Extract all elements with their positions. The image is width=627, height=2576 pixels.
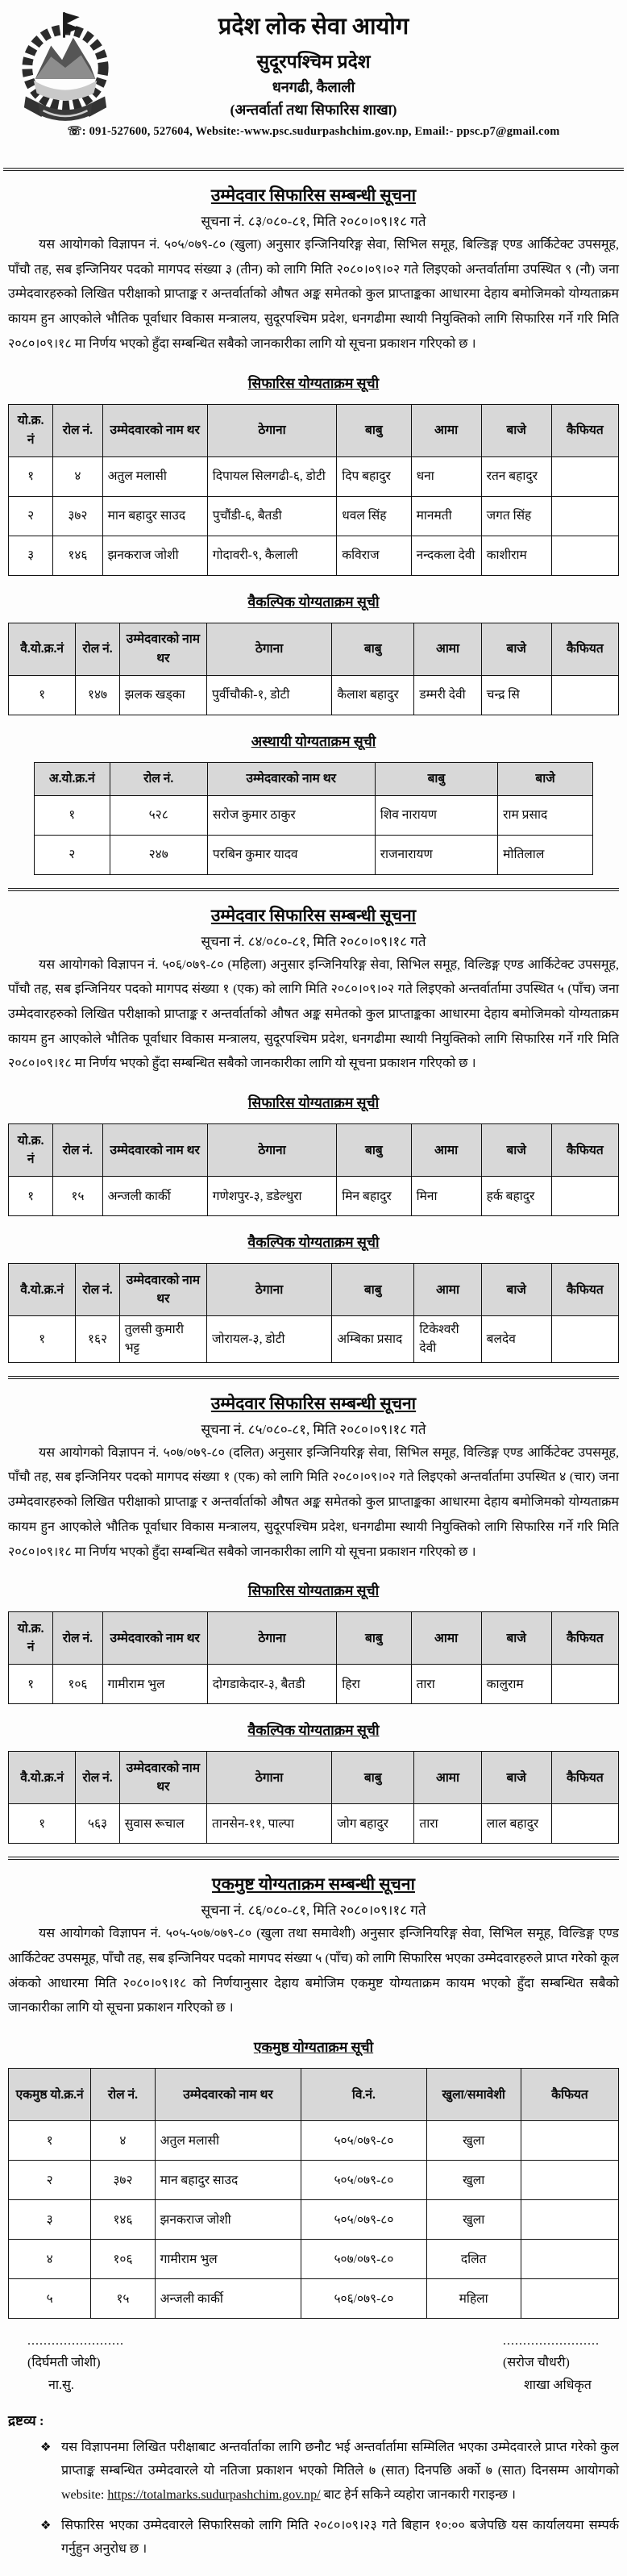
table-heading: सिफारिस योग्यताक्रम सूची: [247, 1582, 380, 1599]
table-cell: कैलाश बहादुर: [332, 675, 414, 715]
table-cell: [521, 2121, 618, 2161]
note-text: सिफारिस भएका उम्मेदवारले सिफारिसको लागि मिति २०८०।०९।२३ गते बिहान १०:०० बजेपछि यस कार्यालयमा सम्पर्क गर्नुहुन अनुरोध छ ।: [61, 2518, 619, 2557]
header-row: [35, 762, 593, 795]
column-header: वै.यो.क्र.नं: [9, 1752, 76, 1804]
table-cell: तानसेन-११, पाल्पा: [207, 1804, 332, 1844]
table-row: [9, 1804, 619, 1844]
table-cell: परबिन कुमार यादव: [207, 835, 375, 874]
notice-title: उम्मेदवार सिफारिस सम्बन्धी सूचना: [210, 185, 417, 205]
notice-title: उम्मेदवार सिफारिस सम्बन्धी सूचना: [210, 905, 417, 925]
table-cell: कविराज: [337, 536, 411, 575]
table-heading: एकमुष्ठ योग्यताक्रम सूची: [253, 2039, 374, 2056]
column-header: रोल नं.: [76, 1752, 120, 1804]
section-divider: [8, 1376, 619, 1379]
table-cell: ३: [9, 2200, 91, 2240]
signature-left: [27, 2330, 124, 2396]
table-cell: [551, 1177, 618, 1216]
column-header: वि.नं.: [301, 2069, 426, 2121]
signature-right: [503, 2330, 600, 2396]
table-cell: २४७: [110, 835, 207, 874]
table-cell: २: [35, 835, 110, 874]
notice-body: यस आयोगको विज्ञापन नं. ५०६/०७९-८० (महिला) अनुसार इन्जिनियरिङ्ग सेवा, सिभिल समूह, विल्डिङ्ग एण्ड आर्किटेक्ट उपसमूह, पाँचौ तह, सब इन्जिनियर पदको मागपद संख्या १ (एक) को लागि मिति २०८०।०९।०२ गते लिइएको अन्तर्वार्तामा उपस्थित ५ (पाँच) जना उम्मेदवारहरुको लिखित परीक्षाको प्राप्ताङ्क र अन्तर्वार्ताको औषत अङ्क समेतको कुल प्राप्ताङ्कका आधारमा देहाय बमोजिमको योग्यताक्रम कायम हुन आएकोले भौतिक पूर्वाधार विकास मन्त्रालय, सुदूरपश्चिम प्रदेश, धनगढीमा स्थायी नियुक्तिको लागि सिफारिस गर्ने गरि मिति २०८०।०९।१८ मा निर्णय भएको हुँदा सम्बन्धित सबैको जानकारीका लागि यो सूचना प्रकाशन गरिएको छ ।: [8, 957, 619, 1071]
table-row: [9, 2161, 619, 2200]
table-cell: तारा: [414, 1804, 481, 1844]
table-cell: झनकराज जोशी: [102, 536, 207, 575]
table-cell: २: [9, 2161, 91, 2200]
note-text-pre: यस विज्ञापनमा लिखित परीक्षाबाट अन्तर्वार्ताका लागि छनौट भई अन्तर्वार्तामा सम्मिलित भएका उम्मेदवारले प्राप्त गरेको कुल प्राप्ताङ्क सम्बन्धित उम्मेदवारले यो नतिजा प्रकाशन भएको मितिले ७ (सात) दिनपछि अर्को ७ (सात) दिनसम्म आयोगको website:: [61, 2440, 619, 2502]
table-cell: १६२: [76, 1316, 120, 1363]
column-header: बाबु: [332, 1264, 414, 1316]
table-cell: राजनारायण: [375, 835, 497, 874]
province-name: सुदूरपश्चिम प्रदेश: [256, 52, 371, 73]
column-header: रोल नं.: [76, 623, 120, 675]
table-cell: १५: [91, 2279, 155, 2319]
column-header: उम्मेदवारको नाम थर: [119, 1264, 206, 1316]
table-cell: तुलसी कुमारी भट्ट: [119, 1316, 206, 1363]
diamond-bullet-icon: ❖: [40, 2519, 52, 2532]
table-cell: १: [9, 1177, 53, 1216]
signatory-post: शाखा अधिकृत: [524, 2378, 592, 2392]
header-row: [9, 1264, 619, 1316]
combined-merit-table: [8, 2068, 619, 2319]
table-row: [9, 1316, 619, 1363]
table-cell: बलदेव: [481, 1316, 551, 1363]
header-divider: [3, 168, 624, 171]
table-cell: राम प्रसाद: [498, 795, 593, 835]
table-cell: रतन बहादुर: [481, 456, 551, 496]
column-header: कैफियत: [521, 2069, 618, 2121]
column-header: उम्मेदवारको नाम थर: [207, 762, 375, 795]
table-cell: जोग बहादुर: [332, 1804, 414, 1844]
table-heading: वैकल्पिक योग्यताक्रम सूची: [247, 593, 380, 610]
table-cell: [551, 456, 618, 496]
table-cell: सरोज कुमार ठाकुर: [207, 795, 375, 835]
column-header: ठेगाना: [207, 1124, 336, 1177]
alternate-merit-table: [8, 623, 619, 715]
table-row: [9, 2200, 619, 2240]
signature-dotted-line: ........................: [503, 2334, 600, 2349]
column-header: एकमुष्ठ यो.क्र.नं: [9, 2069, 91, 2121]
table-cell: दलित: [426, 2240, 521, 2279]
table-cell: [551, 1316, 618, 1363]
table-cell: हिरा: [337, 1665, 411, 1704]
column-header: ठेगाना: [207, 1752, 332, 1804]
table-cell: टिकेश्वरी देवी: [414, 1316, 481, 1363]
table-cell: ५: [9, 2279, 91, 2319]
table-cell: १: [9, 456, 53, 496]
table-cell: खुला: [426, 2161, 521, 2200]
column-header: ठेगाना: [207, 1612, 336, 1665]
table-cell: २: [9, 496, 53, 536]
table-cell: [551, 675, 618, 715]
temporary-merit-table: [34, 762, 593, 875]
diamond-bullet-icon: ❖: [40, 2441, 52, 2454]
column-header: आमा: [411, 1612, 481, 1665]
signature-dotted-line: ........................: [27, 2334, 124, 2349]
table-cell: ५०५/०७९-८०: [301, 2161, 426, 2200]
table-cell: ३७२: [53, 496, 102, 536]
phone-icon: ☏: [67, 125, 82, 139]
table-cell: १४७: [76, 675, 120, 715]
table-cell: मान बहादुर साउद: [102, 496, 207, 536]
table-cell: [551, 1665, 618, 1704]
column-header: रोल नं.: [53, 1124, 102, 1177]
table-cell: मान बहादुर साउद: [155, 2161, 301, 2200]
signatory-name: (सरोज चौधरी): [503, 2356, 570, 2370]
header-row: [9, 404, 619, 456]
table-cell: अन्जली कार्की: [102, 1177, 207, 1216]
table-cell: १: [35, 795, 110, 835]
table-cell: [521, 2279, 618, 2319]
table-heading: अस्थायी योग्यताक्रम सूची: [251, 732, 376, 749]
table-cell: [551, 496, 618, 536]
header-row: [9, 1612, 619, 1665]
table-row: [35, 795, 593, 835]
table-cell: अम्बिका प्रसाद: [332, 1316, 414, 1363]
commission-name: प्रदेश लोक सेवा आयोग: [218, 14, 409, 40]
notice-body: यस आयोगको विज्ञापन नं. ५०७/०७९-८० (दलित) अनुसार इन्जिनियरिङ्ग सेवा, सिभिल समूह, विल्डिङ्ग एण्ड आर्किटेक्ट उपसमूह, पाँचौ तह, सब इन्जिनियर पदको मागपद संख्या १ (एक) को लागि मिति २०८०।०९।०२ गते लिइएको अन्तर्वार्तामा उपस्थित ४ (चार) जना उम्मेदवारहरुको लिखित परीक्षाको प्राप्ताङ्क र अन्तर्वार्ताको औषत अङ्क समेतको कुल प्राप्ताङ्कका आधारमा देहाय बमोजिमको योग्यताक्रम कायम हुन आएकोले भौतिक पूर्वाधार विकास मन्त्रालय, सुदूरपश्चिम प्रदेश, धनगढीमा स्थायी नियुक्तिको लागि सिफारिस गर्ने गरि मिति २०८०।०९।१८ मा निर्णय भएको हुँदा सम्बन्धित सबैको जानकारीका लागि यो सूचना प्रकाशन गरिएको छ ।: [8, 1445, 619, 1559]
table-cell: १: [9, 1316, 76, 1363]
table-cell: १०६: [91, 2240, 155, 2279]
alternate-merit-table: [8, 1263, 619, 1363]
recommended-merit-table: [8, 404, 619, 576]
column-header: रोल नं.: [91, 2069, 155, 2121]
column-header: रोल नं.: [76, 1264, 120, 1316]
notice-number-line: सूचना नं. ८३/०८०-८१, मिति २०८०।०९।१८ गते: [201, 214, 426, 229]
table-heading: वैकल्पिक योग्यताक्रम सूची: [247, 1722, 380, 1739]
table-cell: जोरायल-३, डोटी: [207, 1316, 332, 1363]
table-cell: ५०५/०७९-८०: [301, 2121, 426, 2161]
column-header: आमा: [411, 1124, 481, 1177]
table-cell: दिप बहादुर: [337, 456, 411, 496]
table-heading: वैकल्पिक योग्यताक्रम सूची: [247, 1234, 380, 1251]
table-heading: सिफारिस योग्यताक्रम सूची: [247, 1094, 380, 1111]
table-cell: ३७२: [91, 2161, 155, 2200]
table-cell: काशीराम: [481, 536, 551, 575]
notice-title: उम्मेदवार सिफारिस सम्बन्धी सूचना: [210, 1393, 417, 1413]
table-row: [35, 835, 593, 874]
office-location: धनगढी, कैलाली: [272, 79, 355, 96]
column-header: कैफियत: [551, 623, 618, 675]
note-item: [40, 2514, 619, 2561]
column-header: बाजे: [481, 1612, 551, 1665]
table-cell: १४६: [91, 2200, 155, 2240]
section-divider: [8, 888, 619, 891]
notice-body: यस आयोगको विज्ञापन नं. ५०५-५०७/०७९-८० (खुला तथा समावेशी) अनुसार इन्जिनियरिङ्ग सेवा, सिभिल समूह, विल्डिङ्ग एण्ड आर्किटेक्ट उपसमूह, पाँचौ तह, सब इन्जिनियर पदको मागपद संख्या ५ (पाँच) को लागि सिफारिस भएका उम्मेदवारहरुले प्राप्त गरेको कूल अंकको आधारमा मिति २०८०।०९।१८ को निर्णयानुसार देहाय बमोजिम एकमुष्ट योग्यताक्रम कायम भएको हुँदा सम्बन्धित सबैको जानकारीका लागि यो सूचना प्रकाशन गरिएको छ ।: [8, 1927, 619, 2015]
table-cell: ५०७/०७९-८०: [301, 2240, 426, 2279]
column-header: कैफियत: [551, 1752, 618, 1804]
table-cell: ४: [53, 456, 102, 496]
table-cell: ५२८: [110, 795, 207, 835]
table-cell: शिव नारायण: [375, 795, 497, 835]
column-header: ठेगाना: [207, 1264, 332, 1316]
table-cell: धना: [411, 456, 481, 496]
table-cell: [521, 2200, 618, 2240]
table-cell: अतुल मलासी: [155, 2121, 301, 2161]
note-text: [61, 2436, 619, 2507]
table-cell: कालुराम: [481, 1665, 551, 1704]
column-header: उम्मेदवारको नाम थर: [155, 2069, 301, 2121]
column-header: उम्मेदवारको नाम थर: [102, 1612, 207, 1665]
signatory-name: (दिर्घमती जोशी): [27, 2356, 101, 2370]
table-cell: मानमती: [411, 496, 481, 536]
table-row: [9, 536, 619, 575]
column-header: वै.यो.क्र.नं: [9, 1264, 76, 1316]
column-header: अ.यो.क्र.नं: [35, 762, 110, 795]
table-cell: चन्द्र सि: [481, 675, 551, 715]
column-header: कैफियत: [551, 404, 618, 456]
notice-number-line: सूचना नं. ८६/०८०-८१, मिति २०८०।०९।१८ गते: [201, 1903, 426, 1919]
table-cell: [551, 536, 618, 575]
table-cell: ४: [91, 2121, 155, 2161]
table-cell: सुवास रूचाल: [119, 1804, 206, 1844]
table-cell: पुचौंडी-६, बैतडी: [207, 496, 336, 536]
column-header: रोल नं.: [110, 762, 207, 795]
column-header: बाबु: [332, 623, 414, 675]
table-cell: ५६३: [76, 1804, 120, 1844]
table-row: [9, 1177, 619, 1216]
header-row: [9, 623, 619, 675]
column-header: ठेगाना: [207, 404, 336, 456]
column-header: रोल नं.: [53, 404, 102, 456]
column-header: खुला/समावेशी: [426, 2069, 521, 2121]
notice-body: यस आयोगको विज्ञापन नं. ५०५/०७९-८० (खुला) अनुसार इन्जिनियरिङ्ग सेवा, सिभिल समूह, बिल्डिङ्ग एण्ड आर्किटेक्ट उपसमूह, पाँचौ तह, सब इन्जिनियर पदको मागपद संख्या ३ (तीन) को लागि मिति २०८०।०९।०२ गते लिइएको अन्तर्वार्तामा उपस्थित ९ (नौ) जना उम्मेदवारहरुको लिखित परीक्षाको प्राप्ताङ्क र अन्तर्वार्ताको औषत अङ्क समेतको कुल प्राप्ताङ्कका आधारमा देहाय बमोजिमको योग्यताक्रम कायम हुन आएकोले भौतिक पूर्वाधार विकास मन्त्रालय, सुदूरपश्चिम प्रदेश, धनगढीमा स्थायी नियुक्तिको लागि सिफारिस गर्ने गरि मिति २०८०।०९।१८ मा निर्णय भएको हुँदा सम्बन्धित सबैको जानकारीका लागि यो सूचना प्रकाशन गरिएको छ ।: [8, 238, 619, 351]
totalmarks-website-link[interactable]: https://totalmarks.sudurpashchim.gov.np/: [107, 2487, 321, 2502]
column-header: बाजे: [481, 1124, 551, 1177]
column-header: यो.क्र. नं: [9, 1124, 53, 1177]
table-row: [9, 675, 619, 715]
column-header: बाबु: [332, 1752, 414, 1804]
table-row: [9, 2240, 619, 2279]
table-cell: १: [9, 1665, 53, 1704]
column-header: यो.क्र. नं: [9, 404, 53, 456]
table-cell: पुर्वीचौकी-१, डोटी: [207, 675, 332, 715]
column-header: उम्मेदवारको नाम थर: [119, 623, 206, 675]
nepal-emblem-logo: [18, 10, 113, 131]
table-cell: [551, 1804, 618, 1844]
table-cell: गोदावरी-९, कैलाली: [207, 536, 336, 575]
table-cell: ५०६/०७९-८०: [301, 2279, 426, 2319]
table-cell: जगत सिंह: [481, 496, 551, 536]
notice-section-4: [0, 1873, 627, 2319]
table-cell: १: [9, 1804, 76, 1844]
table-cell: मिन बहादुर: [337, 1177, 411, 1216]
table-cell: धवल सिंह: [337, 496, 411, 536]
note-item: [40, 2436, 619, 2507]
column-header: कैफियत: [551, 1612, 618, 1665]
table-cell: ५०५/०७९-८०: [301, 2200, 426, 2240]
table-row: [9, 456, 619, 496]
column-header: आमा: [411, 404, 481, 456]
table-cell: खुला: [426, 2200, 521, 2240]
table-cell: गामीराम भुल: [102, 1665, 207, 1704]
recommended-merit-table: [8, 1611, 619, 1704]
table-cell: नन्दकला देवी: [411, 536, 481, 575]
signature-block: [27, 2330, 600, 2396]
column-header: वै.यो.क्र.नं: [9, 623, 76, 675]
header-row: [9, 1124, 619, 1177]
table-cell: झलक खड्का: [119, 675, 206, 715]
table-cell: गामीराम भुल: [155, 2240, 301, 2279]
column-header: बाबु: [337, 404, 411, 456]
table-cell: दिपायल सिलगढी-६, डोटी: [207, 456, 336, 496]
table-cell: १४६: [53, 536, 102, 575]
table-cell: खुला: [426, 2121, 521, 2161]
notice-title: एकमुष्ट योग्यताक्रम सम्बन्धी सूचना: [212, 1874, 415, 1894]
table-cell: [521, 2240, 618, 2279]
column-header: बाबु: [375, 762, 497, 795]
header-row: [9, 1752, 619, 1804]
notice-section-2: [0, 904, 627, 1363]
notes-block: [8, 2411, 619, 2561]
table-row: [9, 1665, 619, 1704]
signatory-post: ना.सु.: [48, 2378, 74, 2392]
table-cell: १०६: [53, 1665, 102, 1704]
recommended-merit-table: [8, 1123, 619, 1216]
column-header: कैफियत: [551, 1264, 618, 1316]
table-cell: अतुल मलासी: [102, 456, 207, 496]
column-header: बाबु: [337, 1124, 411, 1177]
notice-section-3: [0, 1392, 627, 1844]
letterhead: [0, 5, 627, 163]
section-divider: [8, 1857, 619, 1860]
notice-section-1: [0, 184, 627, 875]
table-cell: मिना: [411, 1177, 481, 1216]
table-heading: सिफारिस योग्यताक्रम सूची: [247, 374, 380, 391]
table-cell: तारा: [411, 1665, 481, 1704]
table-cell: १५: [53, 1177, 102, 1216]
table-cell: दोगडाकेदार-३, बैतडी: [207, 1665, 336, 1704]
column-header: उम्मेदवारको नाम थर: [102, 404, 207, 456]
table-cell: गणेशपुर-३, डडेल्धुरा: [207, 1177, 336, 1216]
alternate-merit-table: [8, 1751, 619, 1844]
table-cell: लाल बहादुर: [481, 1804, 551, 1844]
column-header: बाजे: [481, 1264, 551, 1316]
table-row: [9, 496, 619, 536]
branch-name: (अन्तर्वार्ता तथा सिफारिस शाखा): [230, 102, 397, 119]
notes-heading: द्रष्टव्य :: [8, 2412, 44, 2428]
column-header: बाजे: [481, 404, 551, 456]
column-header: आमा: [414, 1264, 481, 1316]
table-cell: मोतिलाल: [498, 835, 593, 874]
table-row: [9, 2121, 619, 2161]
table-cell: ३: [9, 536, 53, 575]
table-cell: १: [9, 2121, 91, 2161]
table-cell: १: [9, 675, 76, 715]
table-cell: अन्जली कार्की: [155, 2279, 301, 2319]
table-cell: झनकराज जोशी: [155, 2200, 301, 2240]
contact-text: : 091-527600, 527604, Website:-www.psc.sudurpashchim.gov.np, Email:- ppsc.p7@gmail.com: [81, 125, 560, 139]
column-header: आमा: [414, 1752, 481, 1804]
table-cell: डम्मरी देवी: [414, 675, 481, 715]
column-header: बाजे: [481, 623, 551, 675]
header-row: [9, 2069, 619, 2121]
table-cell: हर्क बहादुर: [481, 1177, 551, 1216]
column-header: कैफियत: [551, 1124, 618, 1177]
column-header: रोल नं.: [53, 1612, 102, 1665]
column-header: उम्मेदवारको नाम थर: [102, 1124, 207, 1177]
table-cell: ४: [9, 2240, 91, 2279]
notice-number-line: सूचना नं. ८४/०८०-८१, मिति २०८०।०९।१८ गते: [201, 933, 426, 949]
column-header: ठेगाना: [207, 623, 332, 675]
table-cell: [521, 2161, 618, 2200]
column-header: यो.क्र. नं: [9, 1612, 53, 1665]
table-row: [9, 2279, 619, 2319]
column-header: बाजे: [481, 1752, 551, 1804]
column-header: बाजे: [498, 762, 593, 795]
column-header: आमा: [414, 623, 481, 675]
table-cell: महिला: [426, 2279, 521, 2319]
column-header: उम्मेदवारको नाम थर: [119, 1752, 206, 1804]
notice-number-line: सूचना नं. ८५/०८०-८१, मिति २०८०।०९।१८ गते: [201, 1421, 426, 1437]
note-text-post: बाट हेर्न सकिने व्यहोरा जानकारी गराइन्छ ।: [320, 2487, 516, 2502]
column-header: बाबु: [337, 1612, 411, 1665]
